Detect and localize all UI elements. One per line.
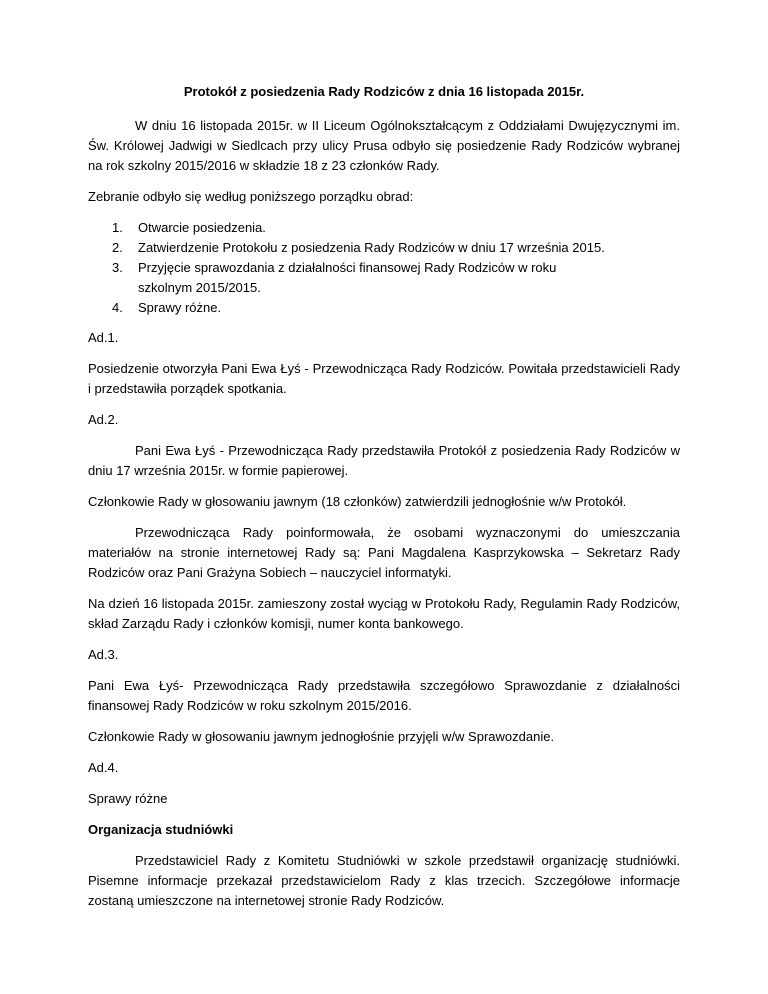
agenda-item-number: 2.	[112, 240, 123, 255]
ad4-paragraph: Sprawy różne	[88, 791, 168, 806]
agenda-item	[88, 218, 680, 238]
agenda-list	[88, 218, 680, 318]
agenda-item-number: 1.	[112, 220, 123, 235]
agenda-item	[88, 238, 680, 258]
ad3-paragraph-2: Członkowie Rady w głosowaniu jawnym jednogłośnie przyjęli w/w Sprawozdanie.	[88, 729, 555, 744]
agenda-item-text: Otwarcie posiedzenia.	[138, 220, 266, 235]
agenda-item-text: Zatwierdzenie Protokołu z posiedzenia Rady Rodziców w dniu 17 września 2015.	[138, 240, 605, 255]
ad2-label: Ad.2.	[88, 412, 119, 427]
ad4-label: Ad.4.	[88, 760, 119, 775]
agenda-item-text: Sprawy różne.	[138, 300, 222, 315]
agenda-intro: Zebranie odbyło się według poniższego porządku obrad:	[88, 189, 414, 204]
ad1-label: Ad.1.	[88, 330, 119, 345]
document-title: Protokół z posiedzenia Rady Rodziców z dnia 16 listopada 2015r.	[183, 84, 585, 99]
agenda-item	[88, 298, 680, 318]
agenda-item-number: 4.	[112, 300, 123, 315]
ad1-paragraph: Posiedzenie otworzyła Pani Ewa Łyś - Przewodnicząca Rady Rodziców. Powitała przedstawicieli Rady i przedstawiła porządek spotkania.	[88, 361, 680, 396]
document-page	[88, 82, 680, 922]
ad2-paragraph-2: Członkowie Rady w głosowaniu jawnym (18 członków) zatwierdzili jednogłośnie w/w Protokół.	[88, 494, 627, 509]
ad3-label: Ad.3.	[88, 647, 119, 662]
ad2-paragraph-1: Pani Ewa Łyś - Przewodnicząca Rady przedstawiła Protokół z posiedzenia Rady Rodziców w dniu 17 września 2015r. w formie papierowej.	[88, 443, 680, 478]
ad3-paragraph-1: Pani Ewa Łyś- Przewodnicząca Rady przedstawiła szczegółowo Sprawozdanie z działalności finansowej Rady Rodziców w roku szkolnym 2015/2016.	[88, 678, 680, 713]
agenda-item-text: Przyjęcie sprawozdania z działalności finansowej Rady Rodziców w roku szkolnym 2015/2015.	[138, 260, 557, 295]
intro-paragraph: W dniu 16 listopada 2015r. w II Liceum Ogólnokształcącym z Oddziałami Dwujęzycznymi im. Św. Królowej Jadwigi w Siedlcach przy ulicy Prusa odbyło się posiedzenie Rady Rodziców wybranej na rok szkolny 2015/2016 w składzie 18 z 23 członków Rady.	[88, 118, 680, 173]
studniowka-paragraph: Przedstawiciel Rady z Komitetu Studniówki w szkole przedstawił organizację studniówki. Pisemne informacje przekazał przedstawicielom Rady z klas trzecich. Szczegółowe informacje zostaną umieszczone na internetowej stronie Rady Rodziców.	[88, 853, 680, 908]
ad2-paragraph-4: Na dzień 16 listopada 2015r. zamieszony został wyciąg w Protokołu Rady, Regulamin Rady Rodziców, skład Zarządu Rady i członków komisji, numer konta bankowego.	[88, 596, 680, 631]
studniowka-heading: Organizacja studniówki	[88, 822, 234, 837]
agenda-item-number: 3.	[112, 260, 123, 275]
ad2-paragraph-3: Przewodnicząca Rady poinformowała, że osobami wyznaczonymi do umieszczania materiałów na stronie internetowej Rady są: Pani Magdalena Kasprzykowska – Sekretarz Rady Rodziców oraz Pani Grażyna Sobiech – nauczyciel informatyki.	[88, 525, 680, 580]
agenda-item	[88, 258, 680, 298]
